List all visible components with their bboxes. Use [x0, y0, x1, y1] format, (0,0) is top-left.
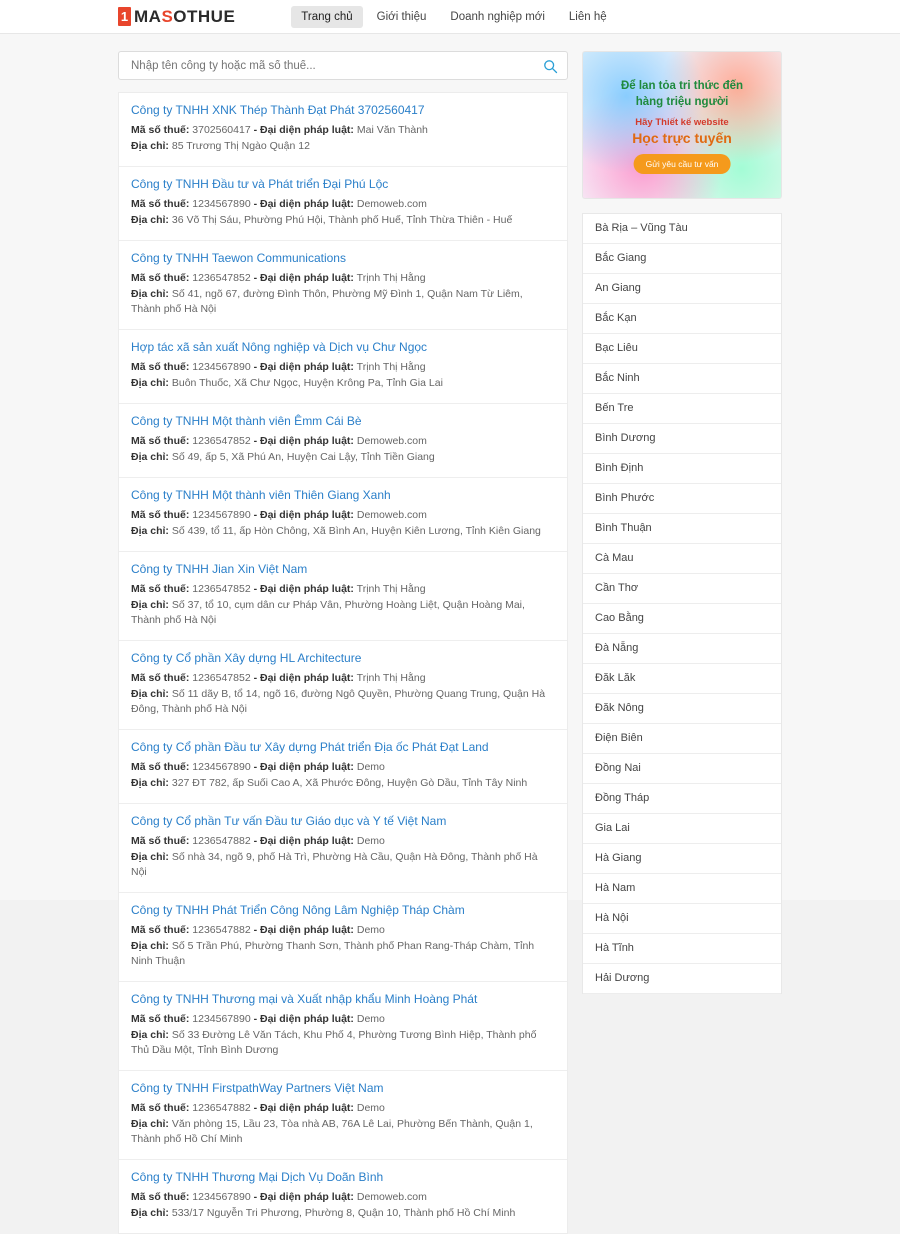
province-item[interactable]: Bắc Ninh — [583, 364, 781, 394]
result-address-line — [131, 1028, 555, 1058]
result-taxcode-line — [131, 360, 555, 375]
result-tax-code: 1234567890 — [192, 761, 251, 773]
province-item[interactable]: Bắc Kạn — [583, 304, 781, 334]
province-item[interactable]: Hà Nội — [583, 904, 781, 934]
site-logo[interactable] — [118, 0, 235, 34]
label-address: Địa chỉ: — [131, 214, 169, 226]
result-item — [119, 804, 567, 893]
label-representative: - Đại diện pháp luật: — [253, 198, 354, 210]
result-address-line — [131, 939, 555, 969]
logo-mark-icon: 1 — [118, 7, 131, 26]
province-item[interactable]: Đồng Tháp — [583, 784, 781, 814]
province-item[interactable]: Bình Thuận — [583, 514, 781, 544]
result-address-line — [131, 524, 555, 539]
banner-line-2: hàng triệu người — [635, 96, 729, 108]
promo-banner[interactable] — [582, 51, 782, 199]
search-button[interactable] — [540, 56, 561, 77]
result-taxcode-line — [131, 582, 555, 597]
label-address: Địa chỉ: — [131, 525, 169, 537]
result-item — [119, 982, 567, 1071]
search-results-list — [118, 92, 568, 1234]
label-address: Địa chỉ: — [131, 688, 169, 700]
result-representative: Trịnh Thị Hằng — [356, 272, 426, 284]
result-representative: Trịnh Thị Hằng — [356, 672, 426, 684]
banner-line-3: Hãy Thiết kế website — [635, 117, 729, 128]
label-address: Địa chỉ: — [131, 140, 169, 152]
result-address: 36 Võ Thị Sáu, Phường Phú Hội, Thành phố Huế, Tỉnh Thừa Thiên - Huế — [171, 214, 513, 226]
result-tax-code: 1234567890 — [192, 1191, 251, 1203]
result-address: Văn phòng 15, Lầu 23, Tòa nhà AB, 76A Lê Lai, Phường Bến Thành, Quận 1, Thành phố Hồ Chí Minh — [131, 1118, 533, 1145]
province-item[interactable]: Hà Giang — [583, 844, 781, 874]
main-nav — [291, 0, 620, 34]
result-title[interactable]: Công ty TNHH FirstpathWay Partners Việt Nam — [131, 1081, 384, 1095]
label-tax-code: Mã số thuế: — [131, 435, 190, 447]
result-tax-code: 3702560417 — [192, 124, 251, 136]
label-address: Địa chỉ: — [131, 599, 169, 611]
label-representative: - Đại diện pháp luật: — [253, 583, 354, 595]
result-representative: Demo — [356, 835, 385, 847]
label-address: Địa chỉ: — [131, 377, 169, 389]
result-address-line — [131, 1117, 555, 1147]
result-address-line — [131, 213, 555, 228]
result-tax-code: 1234567890 — [192, 198, 251, 210]
search-box — [118, 51, 568, 80]
province-item[interactable]: Đăk Lăk — [583, 664, 781, 694]
result-representative: Demo — [356, 1013, 385, 1025]
nav-item-new-businesses[interactable]: Doanh nghiệp mới — [450, 10, 545, 23]
label-representative: - Đại diện pháp luật: — [253, 272, 354, 284]
result-address-line — [131, 287, 555, 317]
label-representative: - Đại diện pháp luật: — [253, 1191, 354, 1203]
result-address: Số 41, ngõ 67, đường Đình Thôn, Phường Mỹ Đình 1, Quận Nam Từ Liêm, Thành phố Hà Nội — [131, 288, 523, 315]
label-address: Địa chỉ: — [131, 1207, 169, 1219]
result-tax-code: 1236547852 — [192, 435, 251, 447]
result-item — [119, 167, 567, 241]
result-item — [119, 92, 567, 167]
province-item[interactable]: Bình Phước — [583, 484, 781, 514]
label-tax-code: Mã số thuế: — [131, 509, 190, 521]
province-item[interactable]: Cà Mau — [583, 544, 781, 574]
province-item[interactable]: Cần Thơ — [583, 574, 781, 604]
result-taxcode-line — [131, 197, 555, 212]
province-item[interactable]: Đà Nẵng — [583, 634, 781, 664]
result-taxcode-line — [131, 760, 555, 775]
label-tax-code: Mã số thuế: — [131, 1191, 190, 1203]
label-tax-code: Mã số thuế: — [131, 124, 190, 136]
result-representative: Demoweb.com — [356, 435, 427, 447]
province-item[interactable]: Cao Bằng — [583, 604, 781, 634]
result-title[interactable]: Công ty TNHH Phát Triển Công Nông Lâm Nghiệp Tháp Chàm — [131, 903, 465, 917]
label-tax-code: Mã số thuế: — [131, 672, 190, 684]
label-representative: - Đại diện pháp luật: — [253, 435, 354, 447]
nav-item-home[interactable]: Trang chủ — [291, 6, 362, 28]
result-address: Buôn Thuốc, Xã Chư Ngọc, Huyện Krông Pa, Tỉnh Gia Lai — [171, 377, 443, 389]
province-item[interactable]: Đồng Nai — [583, 754, 781, 784]
banner-line-4: Học trực tuyến — [632, 130, 732, 146]
result-item — [119, 1071, 567, 1160]
result-title[interactable]: Hợp tác xã sản xuất Nông nghiệp và Dịch vụ Chư Ngọc — [131, 340, 428, 354]
label-representative: - Đại diện pháp luật: — [253, 1102, 354, 1114]
result-address: Số 5 Trần Phú, Phường Thanh Sơn, Thành phố Phan Rang-Tháp Chàm, Tỉnh Ninh Thuận — [131, 940, 535, 967]
result-address: 533/17 Nguyễn Tri Phương, Phường 8, Quận 10, Thành phố Hồ Chí Minh — [171, 1207, 516, 1219]
result-representative: Demoweb.com — [356, 198, 427, 210]
result-taxcode-line — [131, 271, 555, 286]
search-input[interactable] — [129, 59, 533, 73]
result-title[interactable]: Công ty Cổ phần Xây dựng HL Architecture — [131, 651, 362, 665]
result-title[interactable]: Công ty TNHH Một thành viên Êmm Cái Bè — [131, 414, 362, 428]
result-title[interactable]: Công ty TNHH Jian Xin Việt Nam — [131, 562, 308, 576]
label-tax-code: Mã số thuế: — [131, 1013, 190, 1025]
nav-item-contact[interactable]: Liên hệ — [568, 10, 607, 23]
result-item — [119, 478, 567, 552]
province-item[interactable]: An Giang — [583, 274, 781, 304]
result-title[interactable]: Công ty TNHH Taewon Communications — [131, 251, 346, 265]
province-item[interactable]: Gia Lai — [583, 814, 781, 844]
result-address-line — [131, 450, 555, 465]
label-tax-code: Mã số thuế: — [131, 1102, 190, 1114]
logo-text-right: OTHUE — [173, 6, 236, 26]
site-header — [0, 0, 900, 34]
label-address: Địa chỉ: — [131, 451, 169, 463]
label-tax-code: Mã số thuế: — [131, 835, 190, 847]
result-address-line — [131, 776, 555, 791]
result-tax-code: 1236547852 — [192, 272, 251, 284]
result-tax-code: 1236547852 — [192, 583, 251, 595]
province-item[interactable]: Bình Định — [583, 454, 781, 484]
result-taxcode-line — [131, 1101, 555, 1116]
label-address: Địa chỉ: — [131, 940, 169, 952]
result-taxcode-line — [131, 1012, 555, 1027]
result-address: Số 33 Đường Lê Văn Tách, Khu Phố 4, Phường Tương Bình Hiệp, Thành phố Thủ Dầu Một, Tỉnh Bình Dương — [131, 1029, 537, 1056]
label-representative: - Đại diện pháp luật: — [253, 672, 354, 684]
result-address-line — [131, 139, 555, 154]
label-representative: - Đại diện pháp luật: — [253, 124, 354, 136]
search-icon — [543, 59, 558, 74]
label-address: Địa chỉ: — [131, 1029, 169, 1041]
result-item — [119, 730, 567, 804]
banner-cta-button[interactable]: Gửi yêu cầu tư vấn — [634, 154, 731, 174]
result-representative: Demoweb.com — [356, 509, 427, 521]
result-taxcode-line — [131, 508, 555, 523]
result-title[interactable]: Công ty Cổ phần Đầu tư Xây dựng Phát triển Địa ốc Phát Đạt Land — [131, 740, 489, 754]
province-item[interactable]: Bến Tre — [583, 394, 781, 424]
logo-text — [134, 7, 235, 27]
province-item[interactable]: Điện Biên — [583, 724, 781, 754]
label-address: Địa chỉ: — [131, 288, 169, 300]
label-address: Địa chỉ: — [131, 1118, 169, 1130]
result-title[interactable]: Công ty TNHH Thương Mại Dịch Vụ Doãn Bình — [131, 1170, 384, 1184]
label-tax-code: Mã số thuế: — [131, 761, 190, 773]
result-item — [119, 1160, 567, 1233]
label-representative: - Đại diện pháp luật: — [253, 361, 354, 373]
logo-text-left: MA — [134, 6, 162, 26]
nav-item-about[interactable]: Giới thiệu — [376, 10, 427, 23]
result-taxcode-line — [131, 434, 555, 449]
label-representative: - Đại diện pháp luật: — [253, 924, 354, 936]
result-address: Số nhà 34, ngõ 9, phố Hà Trì, Phường Hà Cầu, Quận Hà Đông, Thành phố Hà Nội — [131, 851, 538, 878]
result-address-line — [131, 376, 555, 391]
label-tax-code: Mã số thuế: — [131, 198, 190, 210]
label-tax-code: Mã số thuế: — [131, 361, 190, 373]
province-item[interactable]: Bà Rịa – Vũng Tàu — [583, 214, 781, 244]
province-item[interactable]: Hà Nam — [583, 874, 781, 904]
result-title[interactable]: Công ty TNHH Một thành viên Thiên Giang Xanh — [131, 488, 391, 502]
result-tax-code: 1234567890 — [192, 1013, 251, 1025]
province-list — [582, 213, 782, 994]
result-tax-code: 1236547882 — [192, 835, 251, 847]
logo-text-dot: S — [161, 6, 174, 26]
result-address: Số 439, tổ 11, ấp Hòn Chông, Xã Bình An, Huyện Kiên Lương, Tỉnh Kiên Giang — [171, 525, 541, 537]
label-address: Địa chỉ: — [131, 777, 169, 789]
result-representative: Trịnh Thị Hằng — [356, 361, 426, 373]
result-representative: Mai Văn Thành — [356, 124, 428, 136]
label-tax-code: Mã số thuế: — [131, 583, 190, 595]
result-address-line — [131, 687, 555, 717]
result-address-line — [131, 1206, 555, 1221]
label-representative: - Đại diện pháp luật: — [253, 1013, 354, 1025]
result-taxcode-line — [131, 1190, 555, 1205]
label-representative: - Đại diện pháp luật: — [253, 509, 354, 521]
sidebar-column — [582, 51, 782, 1234]
result-item — [119, 641, 567, 730]
label-representative: - Đại diện pháp luật: — [253, 761, 354, 773]
result-tax-code: 1236547852 — [192, 672, 251, 684]
result-address-line — [131, 850, 555, 880]
result-address: 327 ĐT 782, ấp Suối Cao A, Xã Phước Đông, Huyện Gò Dầu, Tỉnh Tây Ninh — [171, 777, 528, 789]
result-address: Số 11 dãy B, tổ 14, ngõ 16, đường Ngô Quyền, Phường Quang Trung, Quận Hà Đông, Thành phố Hà Nội — [131, 688, 546, 715]
label-address: Địa chỉ: — [131, 851, 169, 863]
result-taxcode-line — [131, 923, 555, 938]
province-item[interactable]: Đăk Nông — [583, 694, 781, 724]
result-title[interactable]: Công ty TNHH Đầu tư và Phát triển Đại Phú Lộc — [131, 177, 389, 191]
province-item[interactable]: Bắc Giang — [583, 244, 781, 274]
province-item[interactable]: Bạc Liêu — [583, 334, 781, 364]
main-column — [118, 51, 568, 1234]
result-representative: Demo — [356, 924, 385, 936]
result-representative: Trịnh Thị Hằng — [356, 583, 426, 595]
result-address: Số 49, ấp 5, Xã Phú An, Huyện Cai Lậy, Tỉnh Tiền Giang — [171, 451, 435, 463]
result-address: Số 37, tổ 10, cụm dân cư Pháp Vân, Phường Hoàng Liệt, Quận Hoàng Mai, Thành phố Hà Nội — [131, 599, 525, 626]
province-item[interactable]: Bình Dương — [583, 424, 781, 454]
result-item — [119, 241, 567, 330]
result-tax-code: 1234567890 — [192, 509, 251, 521]
result-title[interactable]: Công ty TNHH XNK Thép Thành Đạt Phát 3702560417 — [131, 103, 425, 117]
result-tax-code: 1236547882 — [192, 924, 251, 936]
result-tax-code: 1234567890 — [192, 361, 251, 373]
result-representative: Demo — [356, 761, 385, 773]
province-item[interactable]: Hà Tĩnh — [583, 934, 781, 964]
result-address: 85 Trương Thị Ngào Quận 12 — [171, 140, 310, 152]
result-address-line — [131, 598, 555, 628]
label-representative: - Đại diện pháp luật: — [253, 835, 354, 847]
page-content — [0, 34, 900, 1234]
result-item — [119, 893, 567, 982]
result-taxcode-line — [131, 123, 555, 138]
result-item — [119, 404, 567, 478]
result-title[interactable]: Công ty Cổ phần Tư vấn Đầu tư Giáo dục và Y tế Việt Nam — [131, 814, 447, 828]
result-representative: Demoweb.com — [356, 1191, 427, 1203]
result-representative: Demo — [356, 1102, 385, 1114]
province-item[interactable]: Hải Dương — [583, 964, 781, 994]
banner-line-1: Để lan tỏa tri thức đến — [620, 80, 744, 92]
label-tax-code: Mã số thuế: — [131, 272, 190, 284]
result-title[interactable]: Công ty TNHH Thương mại và Xuất nhập khẩu Minh Hoàng Phát — [131, 992, 478, 1006]
result-item — [119, 330, 567, 404]
label-tax-code: Mã số thuế: — [131, 924, 190, 936]
result-taxcode-line — [131, 671, 555, 686]
result-tax-code: 1236547882 — [192, 1102, 251, 1114]
result-taxcode-line — [131, 834, 555, 849]
result-item — [119, 552, 567, 641]
